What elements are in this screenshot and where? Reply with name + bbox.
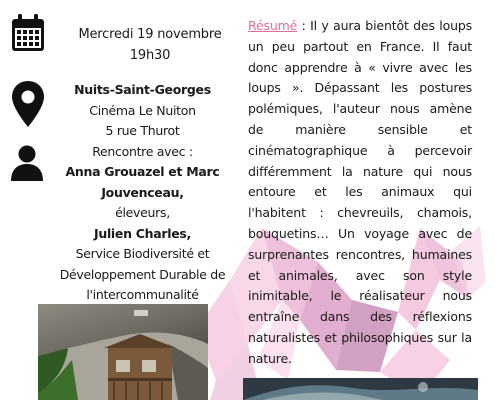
landscape-photo: [243, 378, 478, 400]
venue-city: Nuits-Saint-Georges: [74, 82, 211, 97]
event-date: Mercredi 19 novembre: [78, 27, 222, 42]
mountain-cabin-photo: [38, 304, 208, 400]
calendar-icon: [10, 13, 46, 53]
guest2-role-end: l'intercommunalité: [86, 287, 199, 302]
venue-address: 5 rue Thurot: [105, 123, 180, 138]
venue-cinema: Cinéma Le Nuiton: [89, 102, 196, 118]
event-time: 19h30: [129, 48, 171, 63]
guest2-role-cont: Développement Durable de: [59, 266, 226, 282]
summary-label: Résumé: [248, 18, 298, 33]
film-summary: [248, 16, 472, 370]
summary-text: : Il y aura bientôt des loups un peu partout en France. Il faut donc apprendre à « vivre avec les loups ». Dépassant les postures polémiques, l'auteur nous amène de manière sensible et cinématographique à percevoir différemment la nature qui nous entoure et les animaux qui l'habitent : chevreuils, chamois, bouquetins… Un voyage avec de surprenantes rencontres, humaines et animales, avec son style inimitable, le réalisateur nous entraîne dans des réflexions naturalistes et philosophiques sur la nature.: [248, 18, 472, 366]
guest1-names-cont: Jouvenceau,: [101, 184, 184, 200]
meet-label: Rencontre avec :: [92, 143, 193, 159]
guest2-role: Service Biodiversité et: [75, 246, 210, 261]
guest1-names: Anna Grouazel et Marc: [65, 164, 220, 179]
person-icon: [10, 145, 44, 181]
event-date-time: [70, 24, 230, 66]
guest2-name: Julien Charles,: [94, 225, 191, 241]
guest1-role: éleveurs,: [115, 205, 170, 220]
event-details: [45, 80, 240, 306]
location-pin-icon: [11, 80, 45, 128]
